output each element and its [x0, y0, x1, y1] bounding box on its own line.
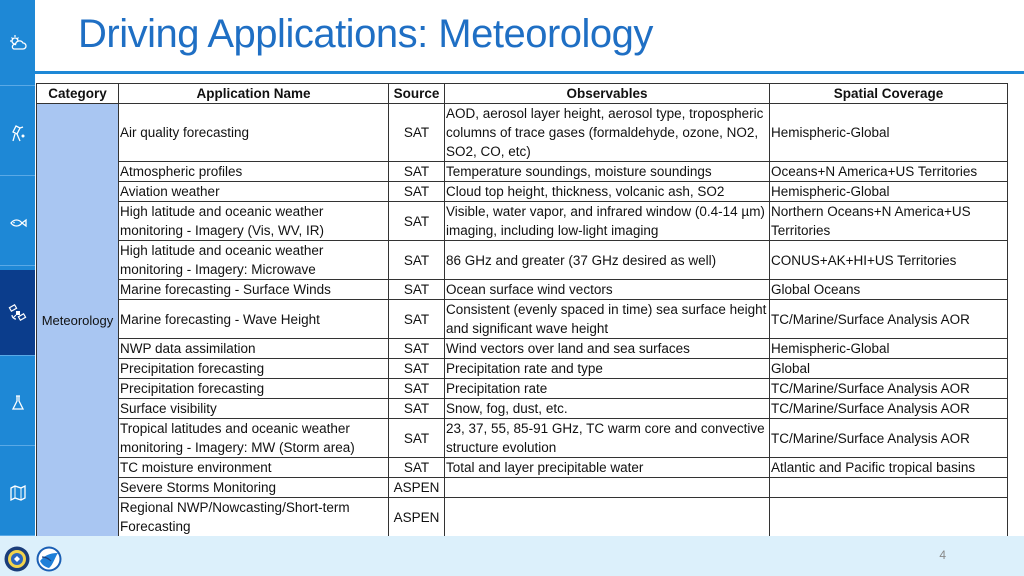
spatial-coverage-cell: TC/Marine/Surface Analysis AOR	[770, 300, 1008, 339]
table-row	[37, 498, 1008, 537]
header-coverage: Spatial Coverage	[770, 84, 1008, 104]
observables-cell: Consistent (evenly spaced in time) sea surface height and significant wave height	[445, 300, 770, 339]
source-cell: SAT	[389, 300, 445, 339]
sidebar-item-map[interactable]	[0, 450, 35, 536]
spatial-coverage-cell: Global Oceans	[770, 280, 1008, 300]
application-name-cell: Aviation weather	[119, 182, 389, 202]
observables-cell: Cloud top height, thickness, volcanic ash, SO2	[445, 182, 770, 202]
source-cell: SAT	[389, 458, 445, 478]
application-name-cell: Atmospheric profiles	[119, 162, 389, 182]
source-cell: SAT	[389, 339, 445, 359]
table-row	[37, 104, 1008, 162]
source-cell: SAT	[389, 162, 445, 182]
table-row	[37, 339, 1008, 359]
table-row	[37, 419, 1008, 458]
application-name-cell: Surface visibility	[119, 399, 389, 419]
header-observables: Observables	[445, 84, 770, 104]
spatial-coverage-cell: Oceans+N America+US Territories	[770, 162, 1008, 182]
application-name-cell: Precipitation forecasting	[119, 359, 389, 379]
observables-cell: Total and layer precipitable water	[445, 458, 770, 478]
source-cell: SAT	[389, 419, 445, 458]
sidebar-item-weather[interactable]	[0, 0, 35, 86]
weather-icon	[8, 33, 28, 53]
table-row	[37, 300, 1008, 339]
source-cell: SAT	[389, 359, 445, 379]
spatial-coverage-cell	[770, 478, 1008, 498]
title-divider	[35, 71, 1024, 74]
source-cell: SAT	[389, 280, 445, 300]
instrument-icon	[8, 123, 28, 143]
application-name-cell: Severe Storms Monitoring	[119, 478, 389, 498]
fish-icon	[8, 213, 28, 233]
spatial-coverage-cell: Northern Oceans+N America+US Territories	[770, 202, 1008, 241]
application-name-cell: NWP data assimilation	[119, 339, 389, 359]
sidebar-item-flask[interactable]	[0, 360, 35, 446]
footer	[0, 536, 1024, 576]
table-row	[37, 458, 1008, 478]
application-name-cell: Precipitation forecasting	[119, 379, 389, 399]
application-name-cell: Tropical latitudes and oceanic weather monitoring - Imagery: MW (Storm area)	[119, 419, 389, 458]
source-cell: SAT	[389, 399, 445, 419]
applications-table	[36, 83, 1008, 537]
page-title: Driving Applications: Meteorology	[78, 12, 653, 56]
sidebar-item-instrument[interactable]	[0, 90, 35, 176]
spatial-coverage-cell: CONUS+AK+HI+US Territories	[770, 241, 1008, 280]
observables-cell: Precipitation rate	[445, 379, 770, 399]
observables-cell: Ocean surface wind vectors	[445, 280, 770, 300]
application-name-cell: Air quality forecasting	[119, 104, 389, 162]
source-cell: ASPEN	[389, 478, 445, 498]
source-cell: SAT	[389, 202, 445, 241]
table-row	[37, 182, 1008, 202]
sidebar-item-satellite[interactable]	[0, 270, 35, 356]
table-row	[37, 241, 1008, 280]
page-number: 4	[939, 548, 946, 562]
application-name-cell: Marine forecasting - Wave Height	[119, 300, 389, 339]
noaa-logo	[36, 546, 62, 572]
spatial-coverage-cell	[770, 498, 1008, 537]
table-row	[37, 399, 1008, 419]
observables-cell: 86 GHz and greater (37 GHz desired as well)	[445, 241, 770, 280]
observables-cell	[445, 498, 770, 537]
application-name-cell: High latitude and oceanic weather monitoring - Imagery (Vis, WV, IR)	[119, 202, 389, 241]
observables-cell: 23, 37, 55, 85-91 GHz, TC warm core and convective structure evolution	[445, 419, 770, 458]
table-row	[37, 162, 1008, 182]
table-row	[37, 478, 1008, 498]
source-cell: SAT	[389, 379, 445, 399]
spatial-coverage-cell: TC/Marine/Surface Analysis AOR	[770, 419, 1008, 458]
header-category: Category	[37, 84, 119, 104]
table-row	[37, 280, 1008, 300]
spatial-coverage-cell: Atlantic and Pacific tropical basins	[770, 458, 1008, 478]
table-header-row	[37, 84, 1008, 104]
observables-cell: Precipitation rate and type	[445, 359, 770, 379]
header-application: Application Name	[119, 84, 389, 104]
spatial-coverage-cell: TC/Marine/Surface Analysis AOR	[770, 379, 1008, 399]
observables-cell: Wind vectors over land and sea surfaces	[445, 339, 770, 359]
observables-cell: AOD, aerosol layer height, aerosol type, tropospheric columns of trace gases (formaldehyde, ozone, NO2, SO2, CO, etc)	[445, 104, 770, 162]
doc-seal-logo	[4, 546, 30, 572]
observables-cell	[445, 478, 770, 498]
observables-cell: Temperature soundings, moisture soundings	[445, 162, 770, 182]
table-row	[37, 359, 1008, 379]
map-icon	[8, 483, 28, 503]
table-row	[37, 202, 1008, 241]
source-cell: SAT	[389, 104, 445, 162]
sidebar	[0, 0, 35, 536]
observables-cell: Visible, water vapor, and infrared window (0.4-14 µm) imaging, including low-light imaging	[445, 202, 770, 241]
spatial-coverage-cell: Hemispheric-Global	[770, 182, 1008, 202]
satellite-icon	[8, 303, 28, 323]
spatial-coverage-cell: TC/Marine/Surface Analysis AOR	[770, 399, 1008, 419]
application-name-cell: TC moisture environment	[119, 458, 389, 478]
source-cell: ASPEN	[389, 498, 445, 537]
header-source: Source	[389, 84, 445, 104]
application-name-cell: Regional NWP/Nowcasting/Short-term Forecasting	[119, 498, 389, 537]
spatial-coverage-cell: Global	[770, 359, 1008, 379]
table-row	[37, 379, 1008, 399]
flask-icon	[8, 393, 28, 413]
source-cell: SAT	[389, 241, 445, 280]
source-cell: SAT	[389, 182, 445, 202]
spatial-coverage-cell: Hemispheric-Global	[770, 104, 1008, 162]
spatial-coverage-cell: Hemispheric-Global	[770, 339, 1008, 359]
sidebar-item-fish[interactable]	[0, 180, 35, 266]
application-name-cell: High latitude and oceanic weather monitoring - Imagery: Microwave	[119, 241, 389, 280]
category-cell: Meteorology	[37, 104, 119, 537]
application-name-cell: Marine forecasting - Surface Winds	[119, 280, 389, 300]
observables-cell: Snow, fog, dust, etc.	[445, 399, 770, 419]
